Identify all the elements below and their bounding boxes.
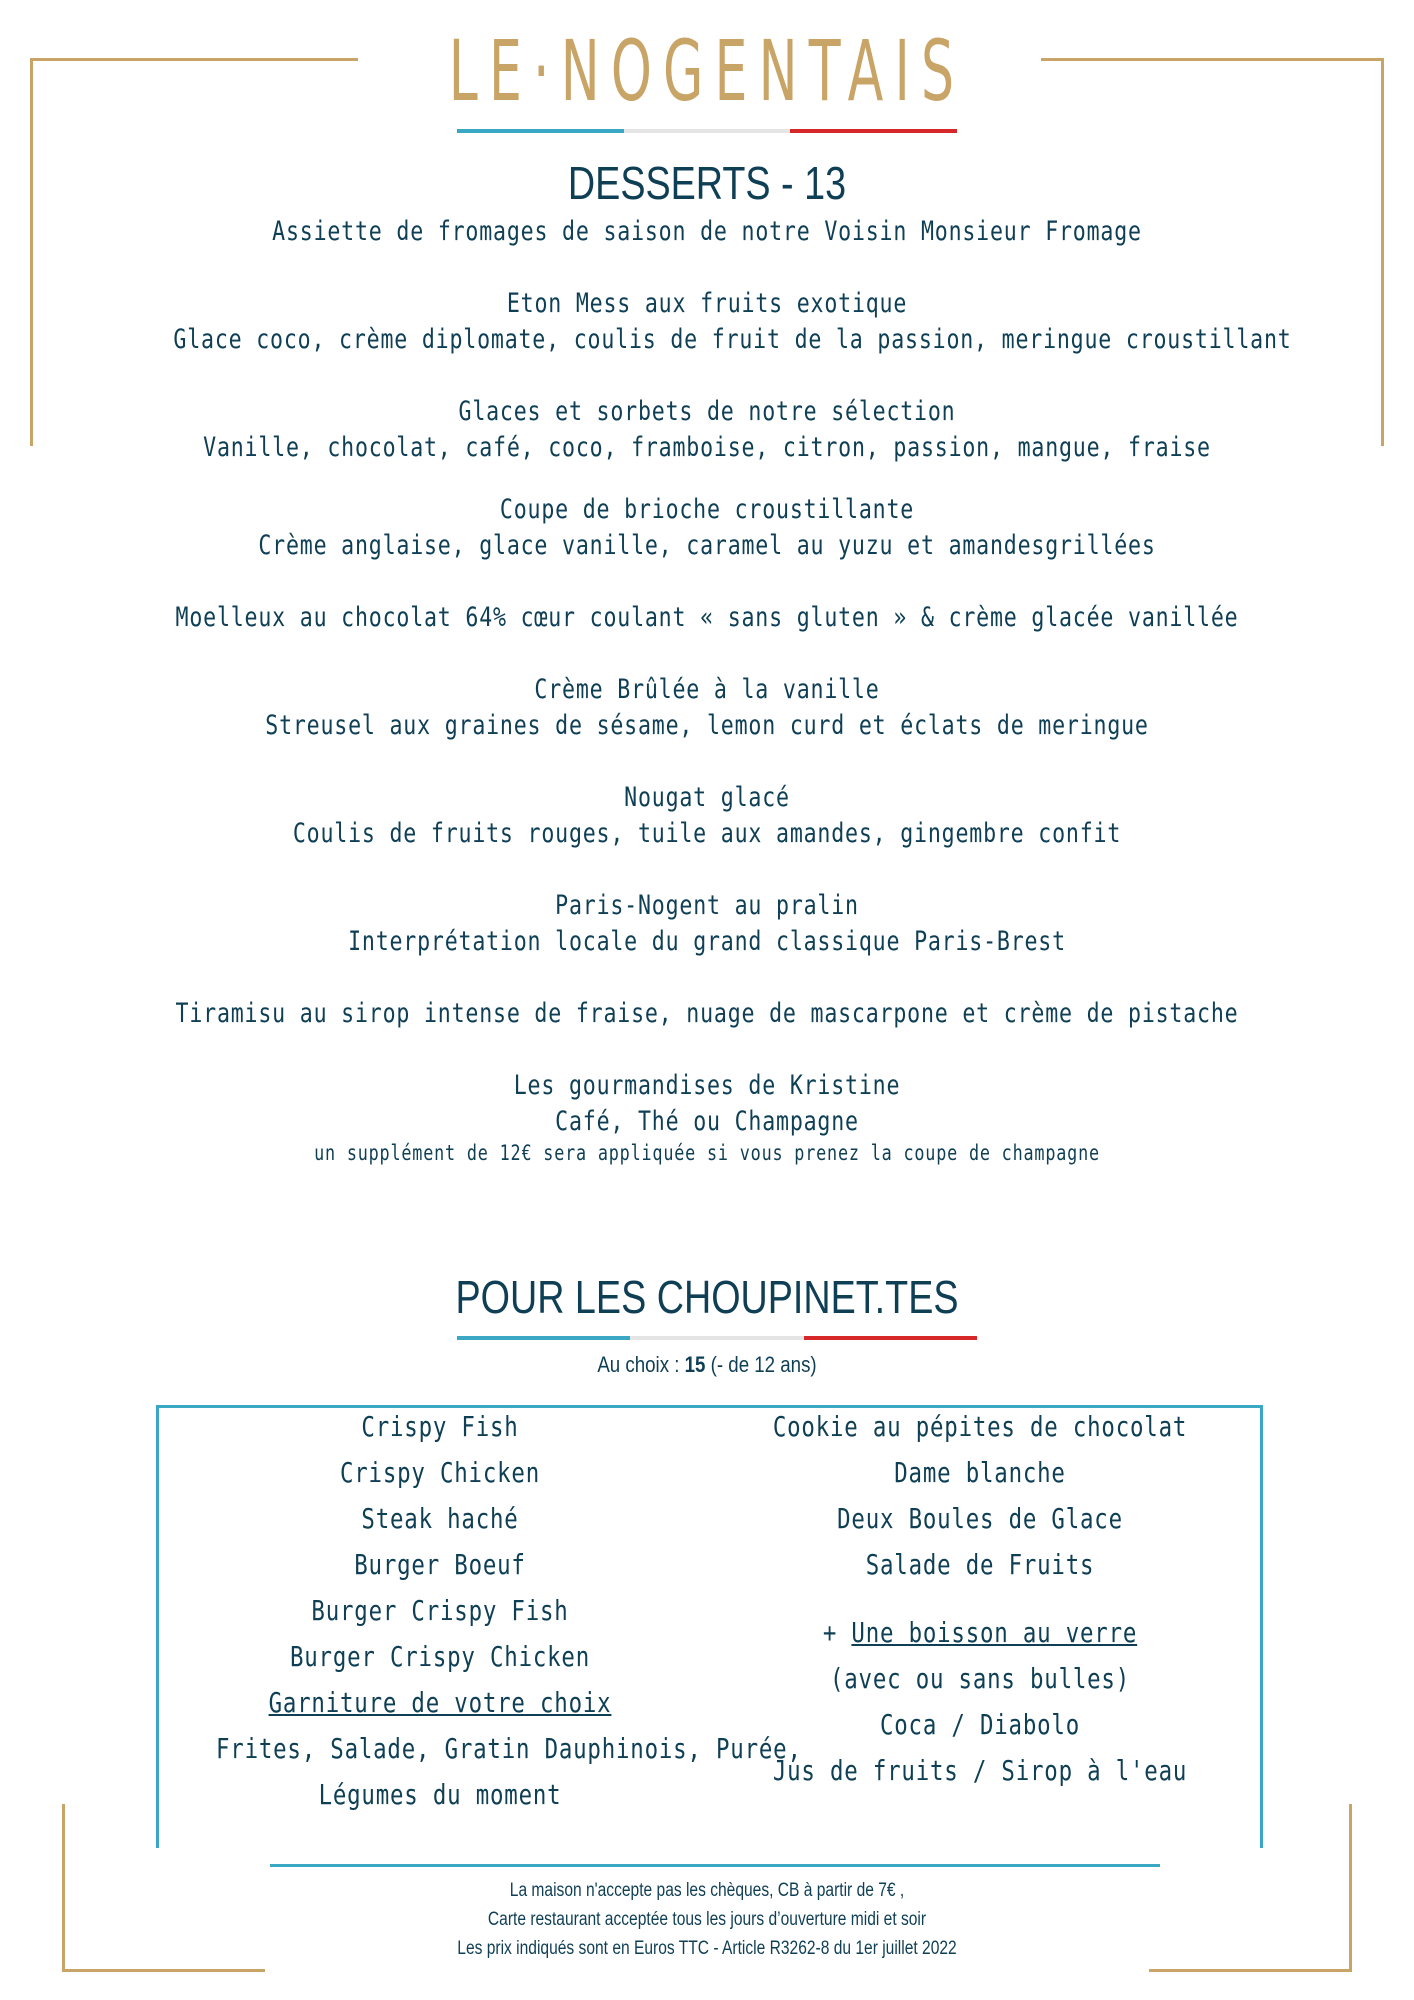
kids-heading-wrap [0,1270,1414,1324]
dessert-line: Vanille, chocolat, café, coco, framboise, citron, passion, mangue, fraise [203,432,1211,463]
dessert-line: Glaces et sorbets de notre sélection [458,396,956,427]
dessert-line: Tiramisu au sirop intense de fraise, nuage de mascarpone et crème de pistache [175,998,1239,1029]
logo: LE·NOGENTAIS [448,22,966,120]
kids-dessert-item: Salade de Fruits [865,1548,1095,1581]
footer-rule [270,1864,1160,1867]
kids-main-item: Steak haché [361,1502,519,1535]
drink-heading [756,1610,1204,1656]
drink-title: Une boisson au verre [851,1616,1138,1649]
kids-main-item: Burger Crispy Fish [311,1594,569,1627]
dessert-line: Crème Brûlée à la vanille [534,674,880,705]
dessert-line: Les gourmandises de Kristine [513,1070,901,1101]
kids-mains-column [160,1404,802,1818]
dessert-line: Streusel aux graines de sésame, lemon curd et éclats de meringue [265,710,1149,741]
kids-heading: POUR LES CHOUPINET.TES [455,1271,959,1323]
dessert-line: Interprétation locale du grand classique Paris-Brest [348,926,1066,957]
desserts-heading: DESSERTS - 13 [567,157,847,209]
dessert-line: Nougat glacé [624,782,790,813]
dessert-line: Café, Thé ou Champagne [555,1106,859,1137]
garnish-title: Garniture de votre choix [268,1686,612,1719]
dessert-line: Eton Mess aux fruits exotique [506,288,908,319]
desserts-heading-wrap [0,156,1414,210]
kids-main-item: Crispy Chicken [339,1456,540,1489]
drink-item: Coca / Diabolo [879,1708,1080,1741]
dessert-line: Moelleux au chocolat 64% cœur coulant « sans gluten » & crème glacée vanillée [175,602,1239,633]
kids-dessert-item: Dame blanche [894,1456,1066,1489]
garnish-options: Frites, Salade, Gratin Dauphinois, Purée, [216,1732,802,1765]
drink-item: Jus de fruits / Sirop à l'eau [772,1754,1188,1787]
footer-line: Les prix indiqués sont en Euros TTC - Article R3262-8 du 1er juillet 2022 [457,1938,957,1959]
kids-dessert-item: Deux Boules de Glace [837,1502,1123,1535]
dessert-line: Glace coco, crème diplomate, coulis de fruit de la passion, meringue croustillant [173,324,1292,355]
kids-main-item: Crispy Fish [361,1410,519,1443]
champagne-note: un supplément de 12€ sera appliquée si vous prenez la coupe de champagne [314,1141,1100,1165]
kids-tricolor-rule [457,1336,977,1340]
dessert-line: Crème anglaise, glace vanille, caramel au yuzu et amandesgrillées [258,530,1156,561]
dessert-line: Paris-Nogent au pralin [555,890,859,921]
kids-choice [0,1352,1414,1378]
footer-line: Carte restaurant acceptée tous les jours d’ouverture midi et soir [487,1909,927,1930]
choice-prefix: Au choix : [597,1352,685,1377]
kids-dessert-item: Cookie au pépites de chocolat [772,1410,1188,1443]
footer [0,1876,1414,1963]
kids-desserts-column [700,1404,1260,1794]
choice-suffix: (- de 12 ans) [705,1352,817,1377]
choice-price: 15 [684,1352,706,1377]
drink-item: (avec ou sans bulles) [829,1662,1130,1695]
drink-plus: + [822,1616,852,1649]
footer-line: La maison n'accepte pas les chèques, CB à partir de 7€ , [509,1880,905,1901]
dessert-line: Coulis de fruits rouges, tuile aux amandes, gingembre confit [292,818,1122,849]
kids-main-item: Burger Boeuf [354,1548,526,1581]
desserts-list [40,214,1374,1166]
kids-main-item: Burger Crispy Chicken [289,1640,590,1673]
dessert-line: Assiette de fromages de saison de notre Voisin Monsieur Fromage [272,216,1142,247]
logo-tricolor-rule [457,129,957,133]
dessert-line: Coupe de brioche croustillante [499,494,915,525]
garnish-options: Légumes du moment [318,1778,562,1811]
